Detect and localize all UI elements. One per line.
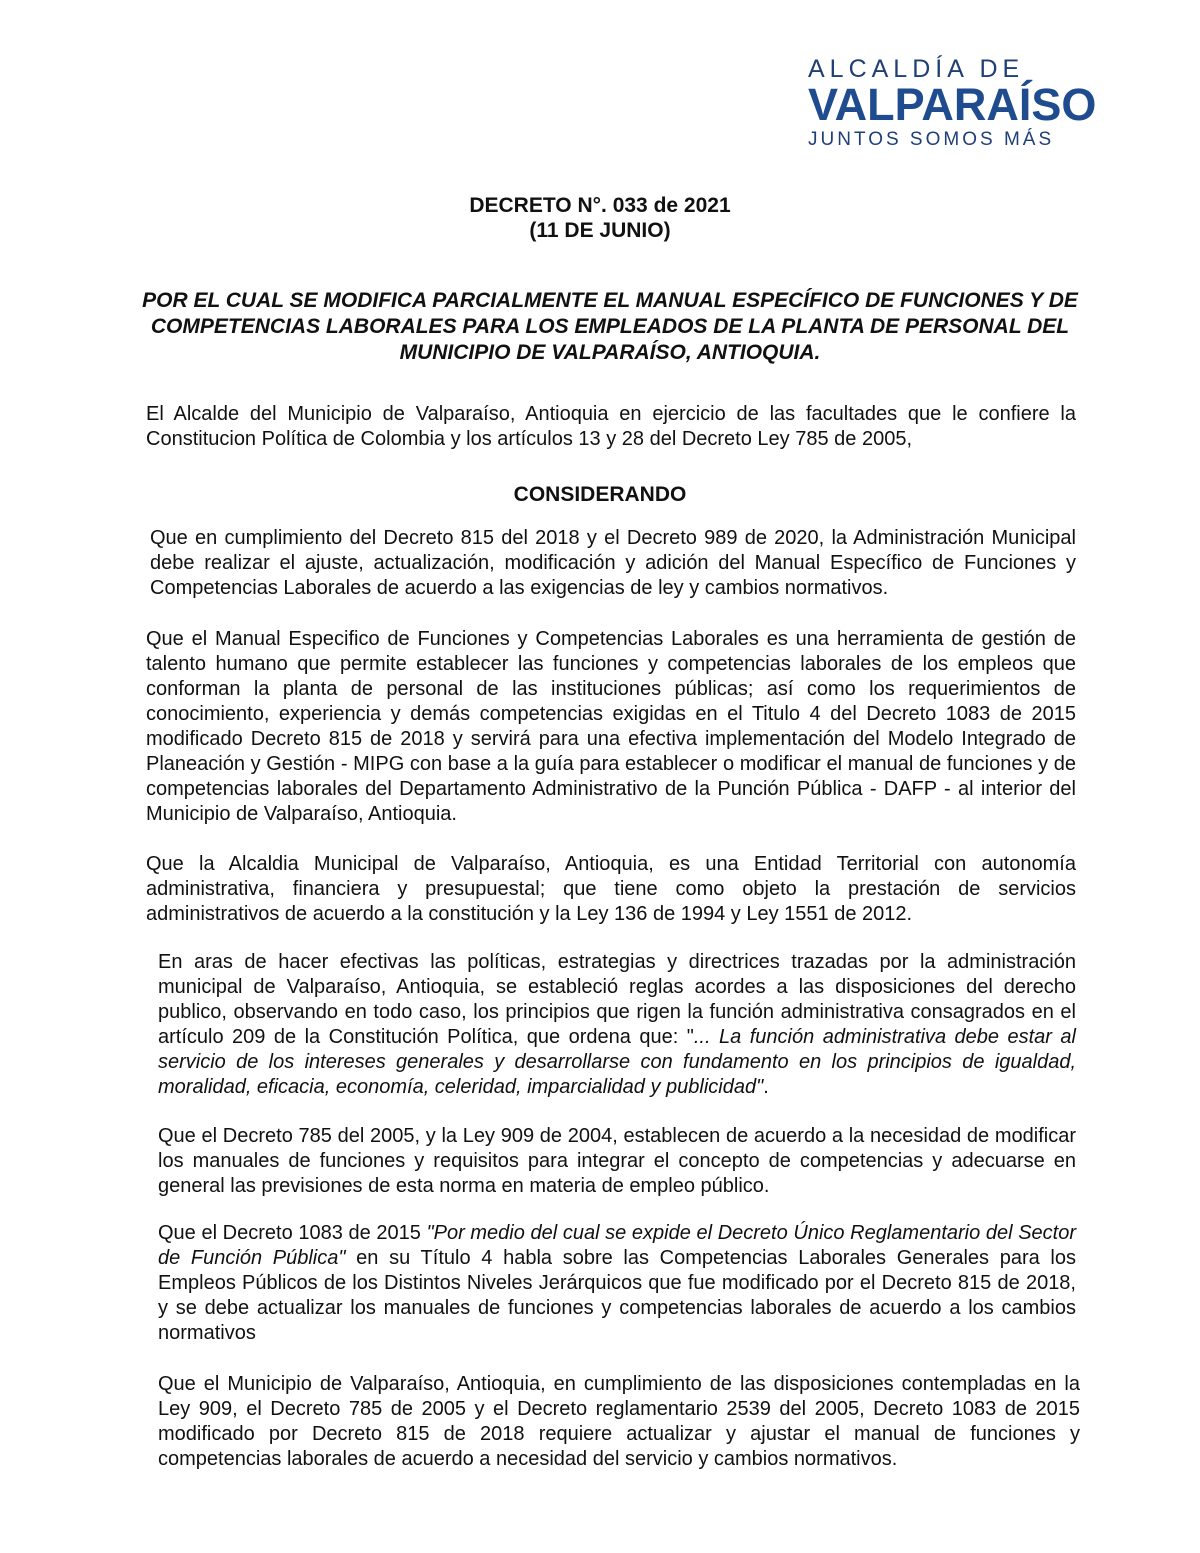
paragraph-4-text: En aras de hacer efectivas las políticas, estrategias y directrices trazadas por la administración municipal de Valparaíso, Antioquia, se estableció reglas acordes a las disposiciones del derecho publico, observando en todo caso, los principios que rigen la función administrativa consagrados en el artículo 209 de la Constitución Política, que ordena que: ": [158, 951, 1076, 1048]
considerando-heading: CONSIDERANDO: [513, 483, 687, 506]
decree-number: DECRETO N°. 033 de 2021: [469, 194, 731, 217]
paragraph-4: [158, 950, 1076, 1100]
paragraph-6-start: Que el Decreto 1083 de 2015: [158, 1222, 427, 1244]
decree-title: POR EL CUAL SE MODIFICA PARCIALMENTE EL MANUAL ESPECÍFICO DE FUNCIONES Y DE COMPETENCIAS LABORALES PARA LOS EMPLEADOS DE LA PLANTA DE PERSONAL DEL MUNICIPIO DE VALPARAÍSO, ANTIOQUIA.: [142, 289, 1078, 364]
logo-line-3: JUNTOS SOMOS MÁS: [808, 129, 1055, 150]
paragraph-3: Que la Alcaldia Municipal de Valparaíso, Antioquia, es una Entidad Territorial con autonomía administrativa, financiera y presupuestal; que tiene como objeto la prestación de servicios administrativos de acuerdo a la constitución y la Ley 136 de 1994 y Ley 1551 de 2012.: [146, 853, 1076, 925]
municipality-logo: [808, 55, 1097, 152]
decree-date: (11 DE JUNIO): [529, 219, 671, 242]
logo-line-2: VALPARAÍSO: [808, 79, 1097, 130]
paragraph-4-end: .: [763, 1076, 769, 1098]
decree-header: [0, 193, 1200, 243]
paragraph-1: Que en cumplimiento del Decreto 815 del 2018 y el Decreto 989 de 2020, la Administración Municipal debe realizar el ajuste, actualización, modificación y adición del Manual Específico de Funciones y Competencias Laborales de acuerdo a las exigencias de ley y cambios normativos.: [150, 527, 1076, 599]
paragraph-5: Que el Decreto 785 del 2005, y la Ley 909 de 2004, establecen de acuerdo a la necesidad de modificar los manuales de funciones y requisitos para integrar el concepto de competencias y adecuarse en general las previsiones de esta norma en materia de empleo público.: [158, 1125, 1076, 1197]
paragraph-7: Que el Municipio de Valparaíso, Antioquia, en cumplimiento de las disposiciones contempladas en la Ley 909, el Decreto 785 de 2005 y el Decreto reglamentario 2539 del 2005, Decreto 1083 de 2015 modificado por Decreto 815 de 2018 requiere actualizar y ajustar el manual de funciones y competencias laborales de acuerdo a necesidad del servicio y cambios normativos.: [158, 1373, 1080, 1470]
paragraph-4-quote: ... La función administrativa debe estar al servicio de los intereses generales y desarrollarse con fundamento en los principios de igualdad, moralidad, eficacia, economía, celeridad, imparcialidad y publicidad": [158, 1026, 1076, 1098]
paragraph-6-quote: "Por medio del cual se expide el Decreto Único Reglamentario del Sector de Función Pública": [158, 1222, 1077, 1269]
intro-paragraph: El Alcalde del Municipio de Valparaíso, Antioquia en ejercicio de las facultades que le confiere la Constitucion Política de Colombia y los artículos 13 y 28 del Decreto Ley 785 de 2005,: [146, 403, 1076, 450]
paragraph-6-rest: en su Título 4 habla sobre las Competencias Laborales Generales para los Empleos Públicos de los Distintos Niveles Jerárquicos que fue modificado por el Decreto 815 de 2018, y se debe actualizar los manuales de funciones y competencias laborales de acuerdo a los cambios normativos: [158, 1247, 1076, 1344]
paragraph-6: [158, 1221, 1076, 1346]
paragraph-2: Que el Manual Especifico de Funciones y Competencias Laborales es una herramienta de gestión de talento humano que permite establecer las funciones y competencias laborales de los empleos que conforman la planta de personal de las instituciones públicas; así como los requerimientos de conocimiento, experiencia y demás competencias exigidas en el Titulo 4 del Decreto 1083 de 2015 modificado Decreto 815 de 2018 y servirá para una efectiva implementación del Modelo Integrado de Planeación y Gestión - MIPG con base a la guía para establecer o modificar el manual de funciones y de competencias laborales del Departamento Administrativo de la Punción Pública - DAFP - al interior del Municipio de Valparaíso, Antioquia.: [146, 628, 1076, 825]
logo-line-1: ALCALDÍA DE: [808, 55, 1025, 83]
